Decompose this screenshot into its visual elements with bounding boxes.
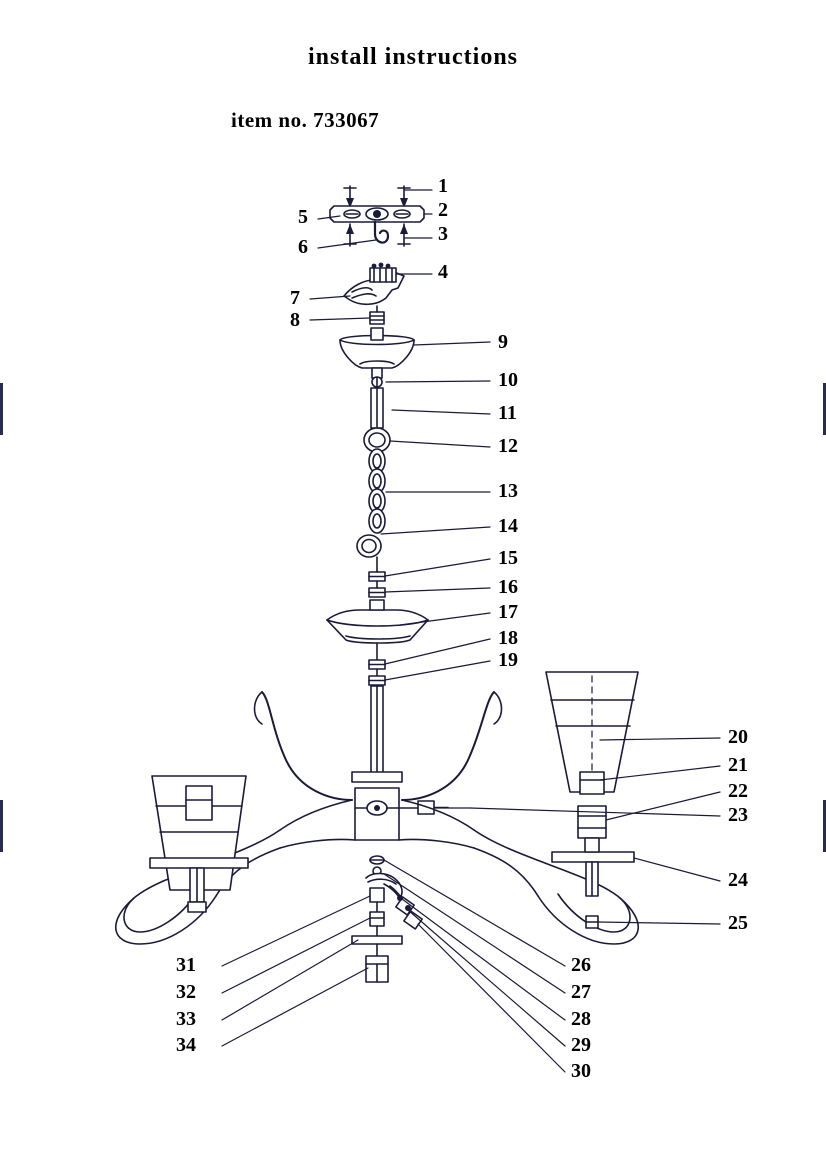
callout-7: 7 (290, 287, 300, 309)
callout-18: 18 (498, 627, 518, 649)
callout-21: 21 (728, 754, 748, 776)
callout-17: 17 (498, 601, 518, 623)
callout-16: 16 (498, 576, 518, 598)
callout-1: 1 (438, 175, 448, 197)
callout-4: 4 (438, 261, 448, 283)
callout-28: 28 (571, 1008, 591, 1030)
callout-23: 23 (728, 804, 748, 826)
callout-26: 26 (571, 954, 591, 976)
callout-24: 24 (728, 869, 748, 891)
callout-10: 10 (498, 369, 518, 391)
callout-5: 5 (298, 206, 308, 228)
callout-22: 22 (728, 780, 748, 802)
callout-6: 6 (298, 236, 308, 258)
callout-14: 14 (498, 515, 518, 537)
callout-31: 31 (176, 954, 196, 976)
callout-33: 33 (176, 1008, 196, 1030)
callout-32: 32 (176, 981, 196, 1003)
callout-25: 25 (728, 912, 748, 934)
callout-34: 34 (176, 1034, 196, 1056)
callout-11: 11 (498, 402, 517, 424)
callout-9: 9 (498, 331, 508, 353)
callout-2: 2 (438, 199, 448, 221)
callout-15: 15 (498, 547, 518, 569)
item-number: item no. 733067 (231, 108, 380, 132)
callout-29: 29 (571, 1034, 591, 1056)
callout-8: 8 (290, 309, 300, 331)
callout-3: 3 (438, 223, 448, 245)
callout-13: 13 (498, 480, 518, 502)
callout-12: 12 (498, 435, 518, 457)
callout-27: 27 (571, 981, 591, 1003)
callout-19: 19 (498, 649, 518, 671)
callout-20: 20 (728, 726, 748, 748)
callout-30: 30 (571, 1060, 591, 1082)
page-title: install instructions (307, 44, 519, 70)
